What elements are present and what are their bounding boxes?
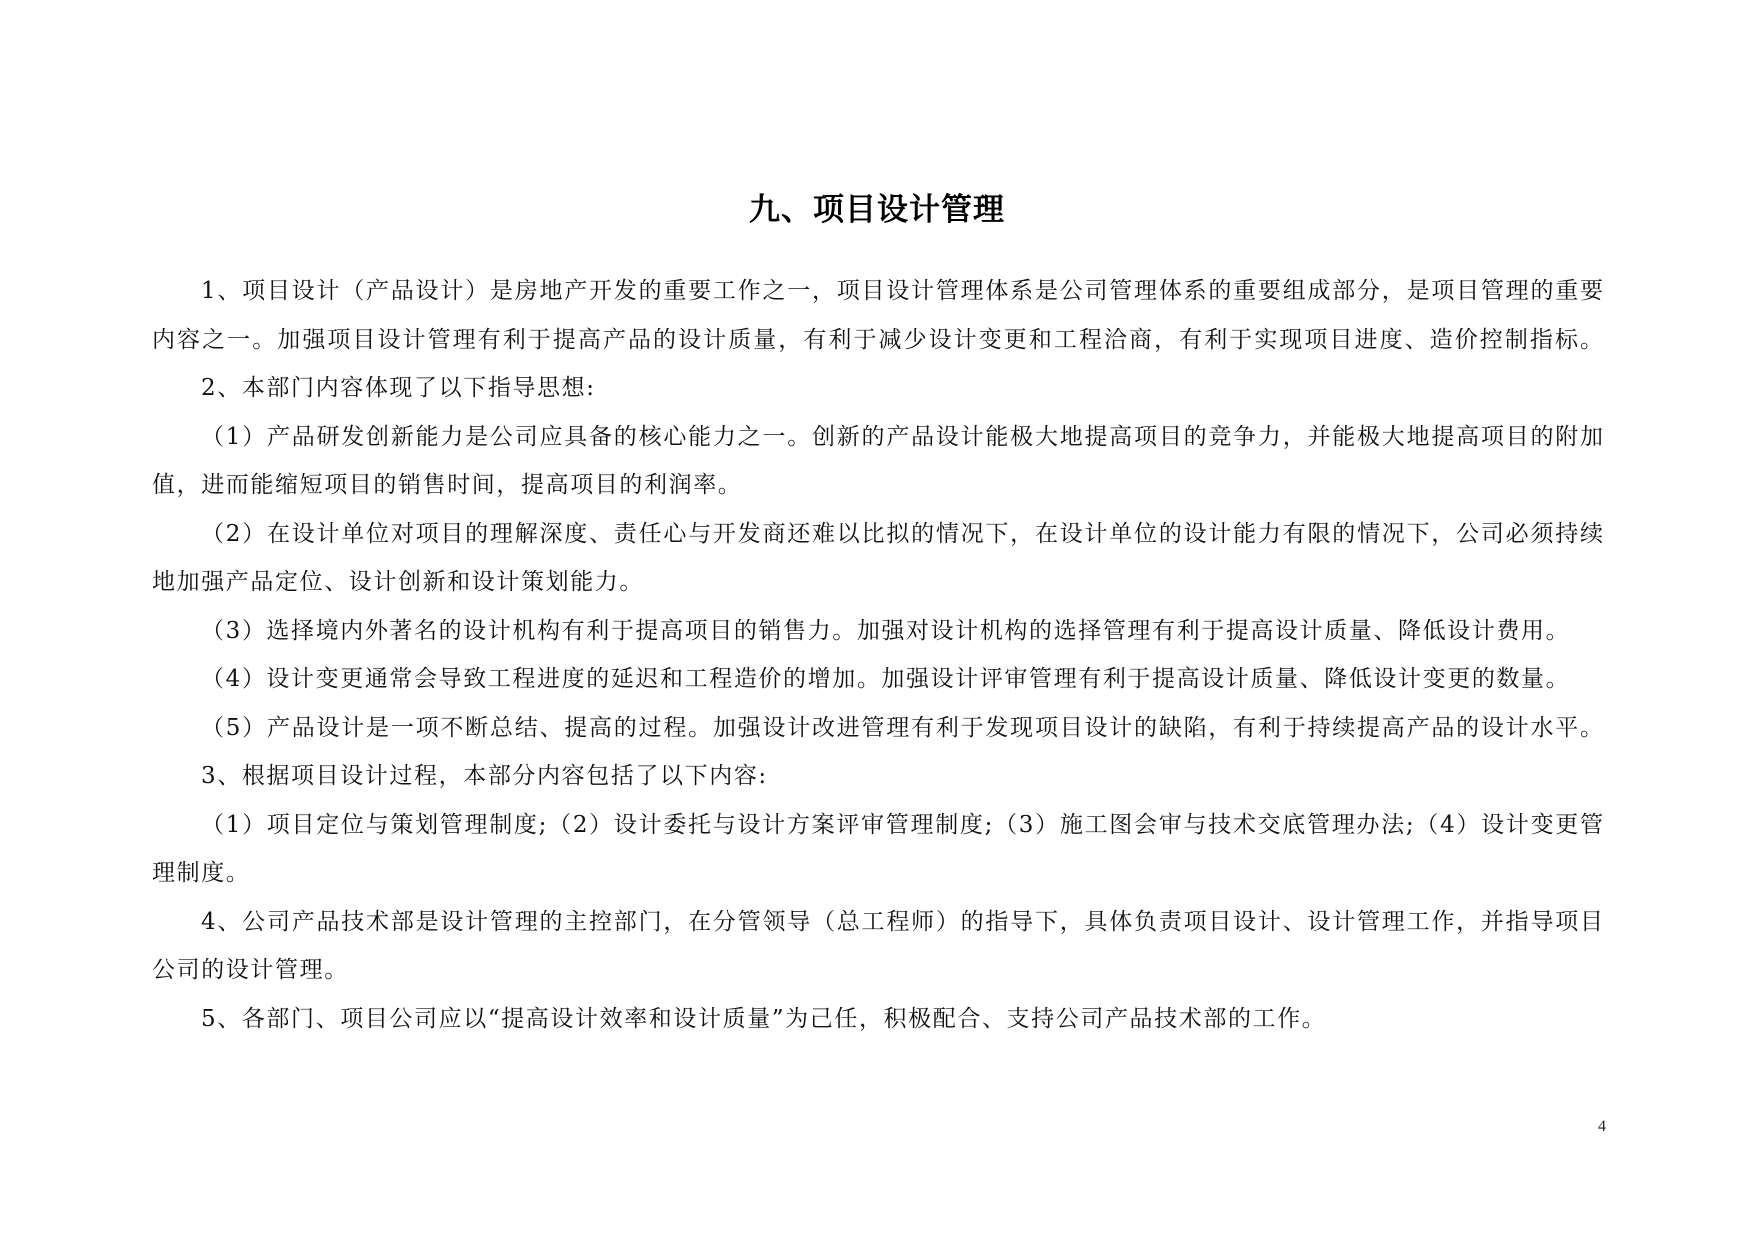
paragraph-5-line-1: 5、各部门、项目公司应以“提高设计效率和设计质量”为己任，积极配合、支持公司产品技术部的工作。 <box>201 1005 1327 1032</box>
content-list-line-2: 理制度。 <box>152 860 251 886</box>
section-title: 九、项目设计管理 <box>749 192 1005 228</box>
body-text <box>152 267 1603 1043</box>
content-list-line-1: （1）项目定位与策划管理制度;（2）设计委托与设计方案评审管理制度;（3）施工图会审与技术交底管理办法;（4）设计变更管 <box>201 811 1603 838</box>
item-2-line-1: （2）在设计单位对项目的理解深度、责任心与开发商还难以比拟的情况下，在设计单位的设计能力有限的情况下，公司必须持续 <box>201 520 1603 547</box>
paragraph-4-line-2: 公司的设计管理。 <box>152 957 349 983</box>
item-1-line-2: 值，进而能缩短项目的销售时间，提高项目的利润率。 <box>152 472 743 498</box>
item-5-line-1: （5）产品设计是一项不断总结、提高的过程。加强设计改进管理有利于发现项目设计的缺陷，有利于持续提高产品的设计水平。 <box>201 714 1603 741</box>
item-3-line-1: （3）选择境内外著名的设计机构有利于提高项目的销售力。加强对设计机构的选择管理有利于提高设计质量、降低设计费用。 <box>201 617 1571 644</box>
item-1-line-1: （1）产品研发创新能力是公司应具备的核心能力之一。创新的产品设计能极大地提高项目的竞争力，并能极大地提高项目的附加 <box>201 423 1603 450</box>
paragraph-3-line-1: 3、根据项目设计过程，本部分内容包括了以下内容: <box>201 763 768 789</box>
paragraph-1-line-1: 1、项目设计（产品设计）是房地产开发的重要工作之一，项目设计管理体系是公司管理体系的重要组成部分，是项目管理的重要 <box>201 278 1603 304</box>
page-number: 4 <box>1598 1118 1606 1135</box>
paragraph-4-line-1: 4、公司产品技术部是设计管理的主控部门，在分管领导（总工程师）的指导下，具体负责项目设计、设计管理工作，并指导项目 <box>201 908 1603 935</box>
paragraph-2-line-1: 2、本部门内容体现了以下指导思想: <box>201 375 596 401</box>
item-2-line-2: 地加强产品定位、设计创新和设计策划能力。 <box>152 569 644 595</box>
item-4-line-1: （4）设计变更通常会导致工程进度的延迟和工程造价的增加。加强设计评审管理有利于提高设计质量、降低设计变更的数量。 <box>201 666 1571 692</box>
paragraph-1-line-2: 内容之一。加强项目设计管理有利于提高产品的设计质量，有利于减少设计变更和工程洽商，有利于实现项目进度、造价控制指标。 <box>152 326 1603 353</box>
